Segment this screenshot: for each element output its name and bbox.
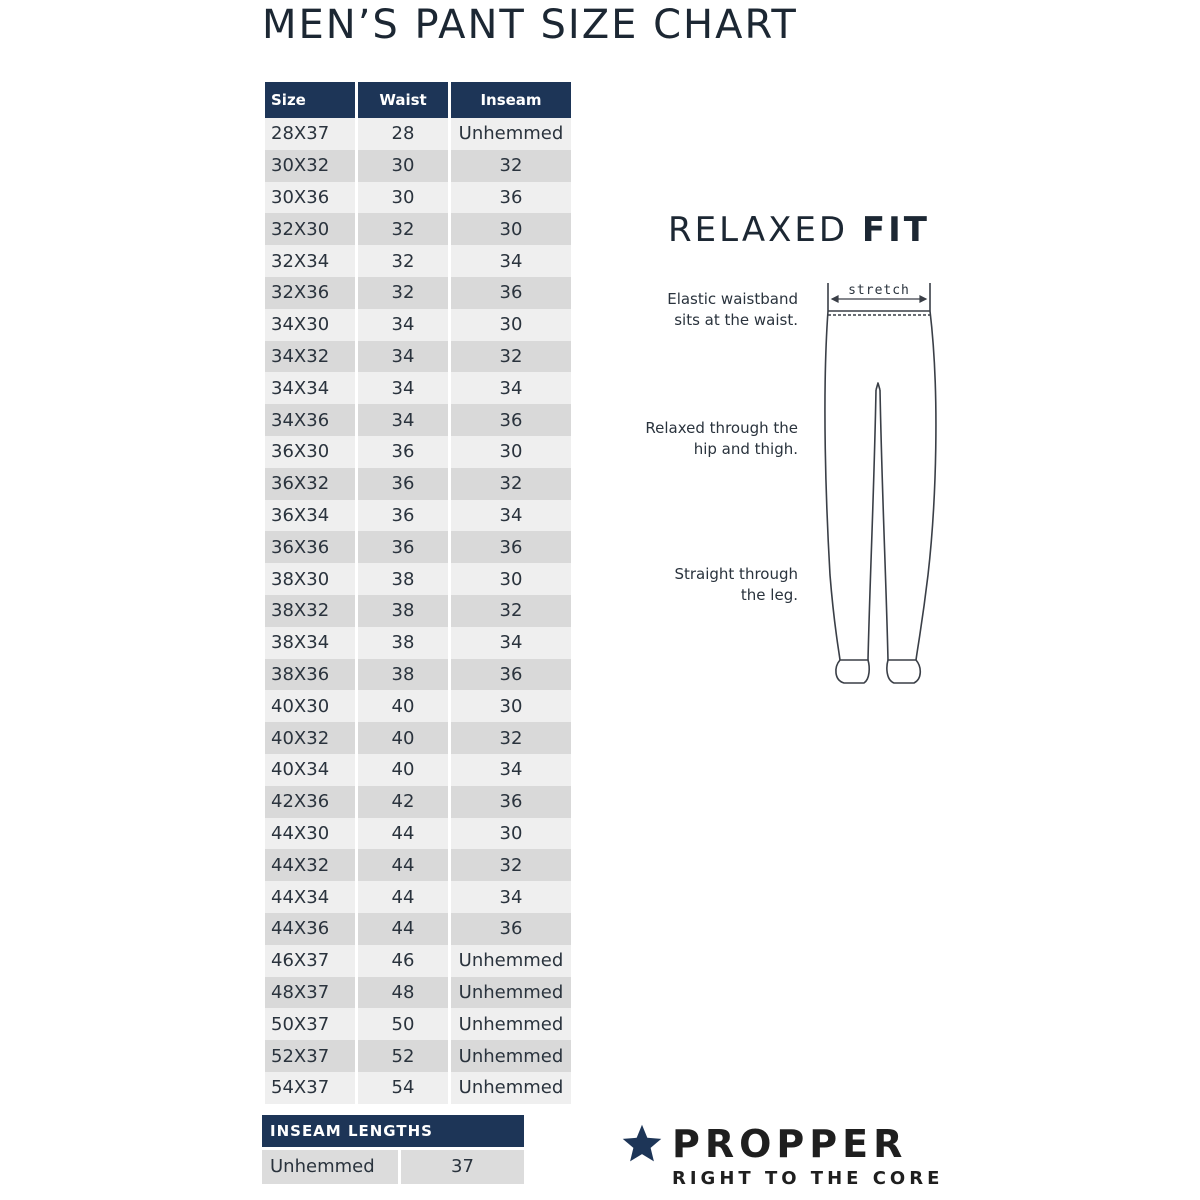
note-waistband-line-1: Elastic waistband (667, 290, 798, 308)
cell-waist: 50 (358, 1008, 448, 1040)
cell-size: 36X30 (265, 436, 355, 468)
cell-waist: 34 (358, 309, 448, 341)
cell-waist: 44 (358, 913, 448, 945)
note-waistband (608, 289, 798, 331)
cell-size: 48X37 (265, 977, 355, 1009)
cell-inseam: 30 (451, 563, 571, 595)
fit-title-regular: RELAXED (668, 210, 849, 250)
note-hip-line-2: hip and thigh. (693, 440, 798, 458)
cell-waist: 36 (358, 436, 448, 468)
cell-waist: 36 (358, 531, 448, 563)
fit-title-bold: FIT (861, 210, 930, 250)
table-row (265, 1008, 571, 1040)
table-row (265, 372, 571, 404)
cell-waist: 40 (358, 722, 448, 754)
inseam-lengths-table (262, 1115, 524, 1184)
table-row (265, 1040, 571, 1072)
note-waistband-line-2: sits at the waist. (674, 311, 798, 329)
cell-waist: 44 (358, 849, 448, 881)
cell-waist: 38 (358, 627, 448, 659)
cell-inseam: Unhemmed (451, 1008, 571, 1040)
cell-inseam: 30 (451, 690, 571, 722)
cell-inseam: 32 (451, 595, 571, 627)
pants-outer-right (916, 311, 936, 660)
cell-inseam: Unhemmed (451, 118, 571, 150)
table-row (265, 563, 571, 595)
pants-crotch (876, 383, 880, 390)
table-row (265, 468, 571, 500)
cell-size: 38X36 (265, 659, 355, 691)
cell-waist: 32 (358, 245, 448, 277)
table-row (265, 1072, 571, 1104)
cell-size: 34X30 (265, 309, 355, 341)
cell-size: 50X37 (265, 1008, 355, 1040)
cell-size: 38X32 (265, 595, 355, 627)
brand-tagline: RIGHT TO THE CORE (672, 1168, 944, 1189)
table-row (265, 659, 571, 691)
cell-waist: 36 (358, 468, 448, 500)
inseam-lengths-row (262, 1150, 524, 1184)
cell-inseam: Unhemmed (451, 945, 571, 977)
table-row (265, 150, 571, 182)
header-waist: Waist (358, 82, 448, 118)
note-hip-line-1: Relaxed through the (645, 419, 798, 437)
cell-size: 40X34 (265, 754, 355, 786)
cell-inseam: 34 (451, 881, 571, 913)
cell-size: 34X34 (265, 372, 355, 404)
cell-size: 44X36 (265, 913, 355, 945)
table-row (265, 531, 571, 563)
cell-size: 32X36 (265, 277, 355, 309)
table-row (265, 786, 571, 818)
stretch-label: stretch (848, 283, 910, 298)
table-row (265, 977, 571, 1009)
cell-inseam: 36 (451, 913, 571, 945)
table-row (265, 754, 571, 786)
brand-name-row (620, 1122, 943, 1166)
table-row (265, 500, 571, 532)
brand-name: PROPPER (672, 1122, 908, 1166)
cell-size: 40X30 (265, 690, 355, 722)
table-row (265, 595, 571, 627)
cell-size: 30X36 (265, 182, 355, 214)
cell-waist: 46 (358, 945, 448, 977)
stretch-arrow-left-head (832, 296, 838, 302)
fit-title (668, 210, 930, 250)
cell-inseam: 34 (451, 245, 571, 277)
cell-size: 32X34 (265, 245, 355, 277)
note-hip (608, 418, 798, 460)
cell-inseam: 32 (451, 849, 571, 881)
cell-waist: 54 (358, 1072, 448, 1104)
table-row (265, 818, 571, 850)
cell-size: 34X32 (265, 341, 355, 373)
table-row (265, 277, 571, 309)
table-row (265, 182, 571, 214)
cell-size: 38X34 (265, 627, 355, 659)
cell-size: 30X32 (265, 150, 355, 182)
table-row (265, 627, 571, 659)
cell-waist: 30 (358, 150, 448, 182)
cell-inseam: 36 (451, 277, 571, 309)
cell-waist: 52 (358, 1040, 448, 1072)
cell-waist: 40 (358, 690, 448, 722)
table-row (265, 849, 571, 881)
table-row (265, 118, 571, 150)
cell-size: 38X30 (265, 563, 355, 595)
cell-size: 46X37 (265, 945, 355, 977)
cell-waist: 38 (358, 595, 448, 627)
cell-inseam: 30 (451, 213, 571, 245)
table-row (265, 913, 571, 945)
pants-inner-left (868, 390, 876, 660)
cell-size: 44X34 (265, 881, 355, 913)
page-title: MEN’S PANT SIZE CHART (262, 2, 798, 48)
cell-inseam: 32 (451, 722, 571, 754)
cell-inseam: 32 (451, 341, 571, 373)
inseam-lengths-value: 37 (401, 1150, 524, 1184)
cell-waist: 30 (358, 182, 448, 214)
cell-size: 40X32 (265, 722, 355, 754)
cell-inseam: 30 (451, 309, 571, 341)
cell-waist: 38 (358, 563, 448, 595)
cell-size: 36X36 (265, 531, 355, 563)
cell-inseam: 36 (451, 659, 571, 691)
cell-inseam: 34 (451, 627, 571, 659)
inseam-lengths-header: INSEAM LENGTHS (262, 1115, 524, 1147)
left-shoe (836, 660, 869, 683)
cell-waist: 38 (358, 659, 448, 691)
star-icon (620, 1122, 664, 1166)
header-size: Size (265, 82, 355, 118)
table-row (265, 436, 571, 468)
table-row (265, 309, 571, 341)
brand-logo (620, 1122, 943, 1189)
table-row (265, 341, 571, 373)
size-table-body (265, 118, 571, 1104)
size-table-header (265, 82, 571, 118)
note-leg (608, 564, 798, 606)
cell-size: 36X32 (265, 468, 355, 500)
cell-waist: 44 (358, 881, 448, 913)
cell-waist: 32 (358, 277, 448, 309)
cell-inseam: 34 (451, 754, 571, 786)
cell-inseam: 36 (451, 786, 571, 818)
cell-waist: 28 (358, 118, 448, 150)
cell-size: 28X37 (265, 118, 355, 150)
cell-inseam: 32 (451, 468, 571, 500)
cell-inseam: 36 (451, 531, 571, 563)
cell-waist: 42 (358, 786, 448, 818)
cell-waist: 48 (358, 977, 448, 1009)
cell-inseam: 32 (451, 150, 571, 182)
cell-inseam: 36 (451, 404, 571, 436)
stretch-arrow-right-head (920, 296, 926, 302)
pants-illustration (810, 275, 950, 690)
note-leg-line-2: the leg. (740, 586, 798, 604)
cell-size: 32X30 (265, 213, 355, 245)
cell-waist: 36 (358, 500, 448, 532)
cell-inseam: Unhemmed (451, 1072, 571, 1104)
cell-inseam: 34 (451, 500, 571, 532)
cell-waist: 32 (358, 213, 448, 245)
cell-waist: 34 (358, 404, 448, 436)
inseam-lengths-label: Unhemmed (262, 1150, 398, 1184)
table-row (265, 945, 571, 977)
cell-inseam: 34 (451, 372, 571, 404)
right-shoe (887, 660, 920, 683)
cell-size: 34X36 (265, 404, 355, 436)
table-row (265, 213, 571, 245)
note-leg-line-1: Straight through (674, 565, 798, 583)
cell-inseam: 36 (451, 182, 571, 214)
cell-waist: 34 (358, 341, 448, 373)
cell-inseam: 30 (451, 818, 571, 850)
table-row (265, 881, 571, 913)
pants-inner-right (880, 390, 888, 660)
cell-size: 52X37 (265, 1040, 355, 1072)
table-row (265, 690, 571, 722)
cell-inseam: 30 (451, 436, 571, 468)
cell-waist: 40 (358, 754, 448, 786)
cell-size: 36X34 (265, 500, 355, 532)
cell-size: 54X37 (265, 1072, 355, 1104)
table-row (265, 245, 571, 277)
cell-size: 44X30 (265, 818, 355, 850)
cell-inseam: Unhemmed (451, 1040, 571, 1072)
cell-waist: 34 (358, 372, 448, 404)
cell-size: 42X36 (265, 786, 355, 818)
cell-size: 44X32 (265, 849, 355, 881)
table-row (265, 722, 571, 754)
table-row (265, 404, 571, 436)
header-inseam: Inseam (451, 82, 571, 118)
cell-inseam: Unhemmed (451, 977, 571, 1009)
cell-waist: 44 (358, 818, 448, 850)
pants-outer-left (825, 311, 840, 660)
size-table (262, 82, 574, 1104)
